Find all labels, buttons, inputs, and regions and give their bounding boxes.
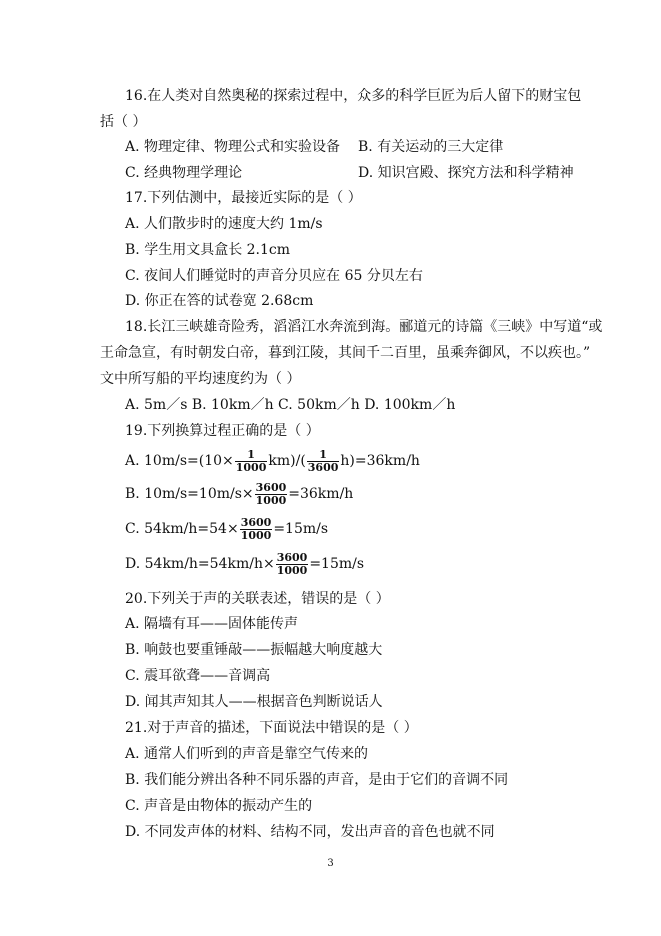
fraction-denominator: 1000 <box>276 563 308 577</box>
fraction-denominator: 1000 <box>240 528 272 542</box>
q17-option-b: B. 学生用文具盒长 2.1cm <box>125 242 291 258</box>
fraction-numerator: 1 <box>247 447 255 461</box>
fraction-numerator: 3600 <box>276 550 308 564</box>
q16-option-b: B. 有关运动的三大定律 <box>358 139 504 155</box>
q18-stem-line1: 18.长江三峡雄奇险秀，滔滔江水奔流到海。郦道元的诗篇《三峡》中写道“或 <box>125 319 603 335</box>
q16-stem-line2: 括（ ） <box>100 114 147 130</box>
q21-option-b: B. 我们能分辨出各种不同乐器的声音，是由于它们的音调不同 <box>125 772 509 788</box>
q19-option-a <box>125 448 420 474</box>
q19-a-fraction-2 <box>307 449 340 474</box>
q20-option-d: D. 闻其声知其人——根据音色判断说话人 <box>125 694 383 710</box>
q19-stem: 19.下列换算过程正确的是（ ） <box>125 423 320 439</box>
fraction-numerator: 3600 <box>255 480 287 494</box>
q19-a-mid: km)/( <box>268 453 306 469</box>
q19-d-pre: D. 54km/h=54km/h× <box>125 556 275 572</box>
q19-b-fraction <box>255 482 288 507</box>
q18-stem-line3: 文中所写船的平均速度约为（ ） <box>100 371 301 387</box>
q17-stem: 17.下列估测中，最接近实际的是（ ） <box>125 190 362 206</box>
q19-c-post: =15m/s <box>273 521 329 537</box>
q19-a-post: h)=36km/h <box>340 453 420 469</box>
q19-a-pre: A. 10m/s=(10× <box>125 453 234 469</box>
q17-option-c: C. 夜间人们睡觉时的声音分贝应在 65 分贝左右 <box>125 268 423 284</box>
q18-options: A. 5m／s B. 10km／h C. 50km／h D. 100km／h <box>125 397 456 413</box>
q19-option-c <box>125 516 328 542</box>
q19-b-pre: B. 10m/s=10m/s× <box>125 486 254 502</box>
q19-a-fraction-1 <box>235 449 268 474</box>
q17-option-a: A. 人们散步时的速度大约 1m/s <box>125 216 323 232</box>
q20-option-c: C. 震耳欲聋——音调高 <box>125 668 271 684</box>
page-number: 3 <box>327 858 334 869</box>
fraction-numerator: 1 <box>319 447 327 461</box>
q19-d-post: =15m/s <box>309 556 365 572</box>
q16-option-d: D. 知识宫殿、探究方法和科学精神 <box>358 165 574 181</box>
q20-stem: 20.下列关于声的关联表述，错误的是（ ） <box>125 591 390 607</box>
q20-option-a: A. 隔墙有耳——固体能传声 <box>125 616 299 632</box>
q21-option-d: D. 不同发声体的材料、结构不同，发出声音的音色也就不同 <box>125 824 495 840</box>
q17-option-d: D. 你正在答的试卷宽 2.68cm <box>125 293 314 309</box>
q16-option-c: C. 经典物理学理论 <box>125 165 243 181</box>
q16-stem-line1: 16.在人类对自然奥秘的探索过程中，众多的科学巨匠为后人留下的财宝包 <box>125 88 582 104</box>
fraction-denominator: 1000 <box>255 493 287 507</box>
q19-c-fraction <box>240 517 273 542</box>
fraction-numerator: 3600 <box>240 515 272 529</box>
q21-option-c: C. 声音是由物体的振动产生的 <box>125 798 313 814</box>
q21-stem: 21.对于声音的描述，下面说法中错误的是（ ） <box>125 720 418 736</box>
q19-b-post: =36km/h <box>288 486 354 502</box>
q21-option-a: A. 通常人们听到的声音是靠空气传来的 <box>125 746 369 762</box>
q16-option-a: A. 物理定律、物理公式和实验设备 <box>125 139 341 155</box>
q19-d-fraction <box>276 552 309 577</box>
q19-c-pre: C. 54km/h=54× <box>125 521 239 537</box>
fraction-denominator: 1000 <box>235 460 267 474</box>
fraction-denominator: 3600 <box>307 460 339 474</box>
q20-option-b: B. 响鼓也要重锤敲——振幅越大响度越大 <box>125 642 383 658</box>
q19-option-b <box>125 481 353 507</box>
q19-option-d <box>125 551 364 577</box>
q18-stem-line2: 王命急宣，有时朝发白帝，暮到江陵，其间千二百里，虽乘奔御风，不以疾也。” <box>100 345 591 361</box>
